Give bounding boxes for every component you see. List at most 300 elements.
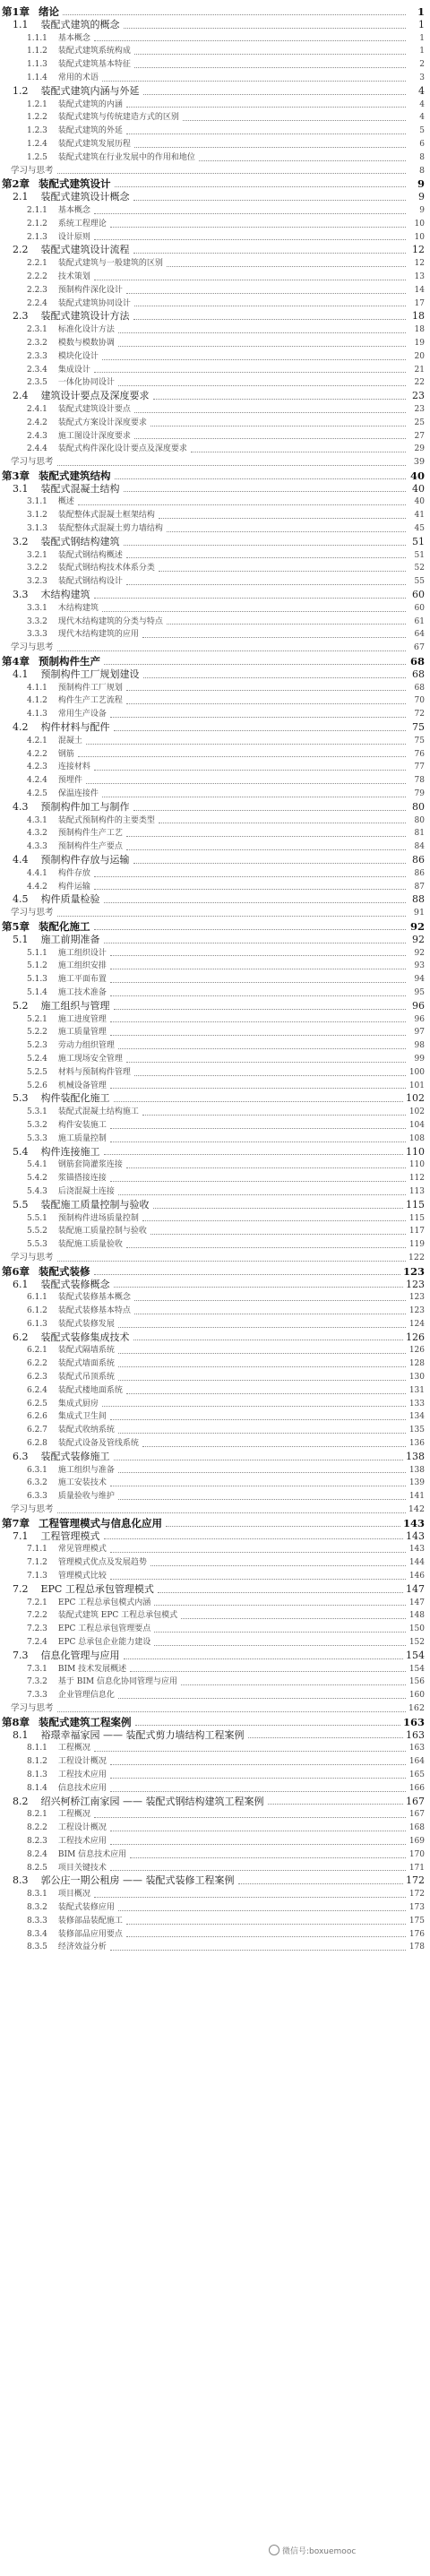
toc-entry-title: 项目关键技术 [57,1863,107,1873]
toc-entry-title: EPC 工程总承包管理模式 [40,1582,154,1595]
toc-page-number: 9 [419,205,425,215]
toc-sub-row[interactable] [0,1609,430,1623]
toc-page-number: 4 [419,99,425,109]
toc-entry-number: 8.3 [13,1874,29,1887]
toc-sub-row[interactable] [0,284,430,297]
toc-sub-row[interactable] [0,735,430,748]
toc-chapter-row[interactable] [0,1517,430,1530]
toc-section-row[interactable] [0,191,430,204]
toc-entry-number: 3.1.1 [27,497,47,507]
toc-sub-row[interactable] [0,1344,430,1357]
toc-sub-row[interactable] [0,1543,430,1556]
toc-entry-number: 7.2.3 [27,1624,47,1634]
dot-leader [167,624,406,625]
toc-sub-row[interactable] [0,111,430,125]
toc-section-row[interactable] [0,934,430,947]
toc-entry-title: 装配式建筑的概念 [40,18,120,30]
toc-entry-title: 装配式建筑的内涵 [57,99,123,109]
dot-leader [118,1048,406,1049]
toc-entry-number: 2.4.2 [27,418,47,427]
toc-entry-title: 郭公庄一期公租房 —— 装配式装修工程案例 [40,1874,235,1887]
toc-entry-title: 裕璟幸福家园 —— 装配式剪力墙结构工程案例 [40,1728,245,1741]
dot-leader [118,385,406,386]
toc-sub-row[interactable] [0,562,430,575]
toc-sub-row[interactable] [0,1862,430,1875]
toc-sub-row[interactable] [0,1755,430,1769]
toc-sub-row[interactable] [0,774,430,788]
toc-sub-row[interactable] [0,1597,430,1610]
toc-section-row[interactable] [0,1874,430,1888]
toc-sub-row[interactable] [0,1570,430,1583]
toc-sub-row[interactable] [0,1357,430,1371]
toc-page-number: 6 [419,139,425,149]
toc-sub-row[interactable] [0,364,430,377]
dot-leader [94,889,406,890]
dot-leader [126,1167,406,1168]
toc-page-number: 2 [419,60,425,70]
toc-sub-row[interactable] [0,761,430,774]
toc-sub-row[interactable] [0,1464,430,1478]
toc-entry-number: 6.2 [13,1331,29,1343]
toc-sub-row[interactable] [0,323,430,337]
toc-page-number: 99 [414,1054,425,1064]
toc-page-number: 138 [408,1465,425,1475]
toc-entry-title: 施工质量管理 [57,1028,107,1038]
toc-page-number: 122 [408,1252,425,1262]
toc-sub-row[interactable] [0,1782,430,1796]
toc-entry-title: 常用生产设备 [57,710,107,719]
toc-entry-title: 构件质量检验 [40,893,100,906]
toc-sub-row[interactable] [0,1318,430,1331]
toc-section-row[interactable] [0,244,430,257]
toc-sub-row[interactable] [0,748,430,762]
toc-page-number: 95 [414,987,425,997]
toc-entry-number: 4.4.2 [27,882,47,892]
toc-chapter-row[interactable] [0,655,430,668]
toc-section-row[interactable] [0,854,430,867]
toc-review-row[interactable] [0,907,430,920]
toc-sub-row[interactable] [0,271,430,284]
dot-leader [159,571,406,572]
toc-entry-number: 4.2.3 [27,762,47,772]
toc-page-number: 167 [406,1795,425,1807]
toc-page-number: 169 [408,1836,425,1846]
toc-section-row[interactable] [0,1530,430,1544]
toc-page-number: 138 [406,1450,425,1462]
toc-sub-row[interactable] [0,1822,430,1835]
toc-section-row[interactable] [0,1331,430,1345]
toc-sub-row[interactable] [0,1039,430,1053]
toc-sub-row[interactable] [0,1410,430,1424]
toc-sub-row[interactable] [0,1769,430,1782]
toc-entry-title: 预制构件存放与运输 [40,854,130,866]
toc-section-row[interactable] [0,1146,430,1159]
toc-sub-row[interactable] [0,1133,430,1146]
toc-sub-row[interactable] [0,1835,430,1848]
toc-entry-number: 5.4.2 [27,1174,47,1184]
toc-sub-row[interactable] [0,495,430,509]
toc-sub-row[interactable] [0,1371,430,1384]
toc-entry-number: 2.3.3 [27,351,47,361]
dot-leader [110,955,406,956]
toc-page-number: 104 [408,1120,425,1130]
toc-sub-row[interactable] [0,1848,430,1862]
toc-entry-number: 8.3.3 [27,1916,47,1926]
toc-sub-row[interactable] [0,1159,430,1172]
toc-entry-number: 第8章 [2,1715,30,1728]
toc-page-number: 17 [414,298,425,308]
toc-page-number: 60 [414,603,425,613]
toc-sub-row[interactable] [0,1928,430,1942]
toc-sub-row[interactable] [0,1384,430,1398]
toc-section-row[interactable] [0,483,430,496]
toc-sub-row[interactable] [0,350,430,364]
watermark-text: 微信号:boxuemooc [282,2547,357,2556]
toc-entry-number: 3.2.1 [27,550,47,560]
toc-sub-row[interactable] [0,32,430,46]
toc-review-row[interactable] [0,1702,430,1716]
toc-sub-row[interactable] [0,297,430,311]
toc-sub-row[interactable] [0,881,430,894]
toc-section-row[interactable] [0,721,430,735]
toc-section-row[interactable] [0,801,430,814]
toc-page-number: 143 [406,1529,425,1542]
dot-leader [133,319,407,320]
toc-section-row[interactable] [0,893,430,907]
toc-sub-row[interactable] [0,430,430,444]
toc-section-row[interactable] [0,390,430,403]
toc-sub-row[interactable] [0,840,430,854]
toc-sub-row[interactable] [0,1212,430,1226]
toc-section-row[interactable] [0,1000,430,1013]
toc-entry-title: 施工组织设计 [57,948,107,958]
toc-entry-title: 构件运输 [57,882,90,892]
toc-entry-number: 1.2.1 [27,99,47,109]
toc-entry-title: 技术策划 [57,271,90,281]
toc-chapter-row[interactable] [0,920,430,934]
toc-sub-row[interactable] [0,1291,430,1305]
toc-entry-title: 构件连接施工 [40,1145,100,1158]
toc-page-number: 102 [408,1107,425,1117]
toc-review-row[interactable] [0,165,430,178]
toc-sub-row[interactable] [0,827,430,840]
toc-entry-title: 装配式隔墙系统 [57,1346,115,1356]
toc-page-number: 91 [413,908,425,918]
dot-leader [115,478,406,479]
dot-leader [134,412,406,413]
toc-sub-row[interactable] [0,1477,430,1490]
toc-sub-row[interactable] [0,1026,430,1039]
toc-section-row[interactable] [0,1583,430,1597]
toc-sub-row[interactable] [0,1106,430,1119]
toc-sub-row[interactable] [0,575,430,589]
toc-entry-title: 木结构建筑 [57,603,99,613]
toc-entry-title: 装配式设备及管线系统 [57,1439,139,1449]
toc-review-row[interactable] [0,456,430,470]
toc-entry-number: 4.2 [13,721,29,734]
dot-leader [110,1764,406,1765]
toc-entry-title: 装修部品装配施工 [57,1916,123,1926]
toc-review-row[interactable] [0,1252,430,1265]
toc-page-number: 172 [408,1890,425,1900]
toc-entry-title: 施工图设计深度要求 [57,431,131,441]
toc-entry-title: 装配式建筑设计概念 [40,191,130,203]
dot-leader [114,1287,404,1288]
dot-leader [126,1924,406,1925]
dot-leader [126,690,406,691]
toc-sub-row[interactable] [0,204,430,218]
toc-page-number: 93 [414,961,425,971]
toc-section-row[interactable] [0,19,430,32]
dot-leader [104,1538,404,1539]
toc-sub-row[interactable] [0,1915,430,1928]
toc-sub-row[interactable] [0,125,430,138]
toc-sub-row[interactable] [0,99,430,112]
toc-entry-number: 7.1.1 [27,1545,47,1555]
toc-sub-row[interactable] [0,45,430,58]
toc-sub-row[interactable] [0,867,430,881]
dot-leader [115,186,406,187]
toc-sub-row[interactable] [0,72,430,85]
toc-sub-row[interactable] [0,628,430,642]
toc-entry-title: 管理模式优点及发展趋势 [57,1558,147,1568]
toc-section-row[interactable] [0,1279,430,1292]
toc-chapter-row[interactable] [0,5,430,19]
toc-entry-title: 学习与思考 [11,457,54,468]
dot-leader [154,1632,406,1633]
toc-section-row[interactable] [0,85,430,99]
toc-entry-number: 5.2.3 [27,1041,47,1051]
toc-entry-number: 5.2.2 [27,1028,47,1038]
toc-page-number: 9 [417,177,425,191]
toc-sub-row[interactable] [0,443,430,456]
toc-section-row[interactable] [0,536,430,549]
toc-sub-row[interactable] [0,231,430,245]
toc-review-row[interactable] [0,642,430,655]
toc-sub-row[interactable] [0,218,430,231]
toc-entry-title: 装配整体式混凝土框架结构 [57,511,155,521]
toc-page-number: 143 [408,1545,425,1555]
toc-entry-number: 8.1.1 [27,1744,47,1753]
toc-section-row[interactable] [0,1451,430,1464]
toc-sub-row[interactable] [0,1663,430,1676]
toc-sub-row[interactable] [0,947,430,961]
toc-entry-title: 工程技术应用 [57,1836,107,1846]
toc-sub-row[interactable] [0,417,430,430]
toc-page-number: 1 [419,33,425,43]
toc-sub-row[interactable] [0,549,430,563]
dot-leader [104,1154,404,1155]
toc-entry-number: 3.2 [13,535,29,547]
toc-entry-title: 装配整体式混凝土剪力墙结构 [57,524,163,534]
toc-sub-row[interactable] [0,708,430,721]
toc-entry-number: 7.2.2 [27,1611,47,1621]
toc-sub-row[interactable] [0,1225,430,1238]
toc-sub-row[interactable] [0,1888,430,1901]
toc-sub-row[interactable] [0,1490,430,1503]
toc-sub-row[interactable] [0,1808,430,1822]
toc-sub-row[interactable] [0,973,430,986]
toc-sub-row[interactable] [0,602,430,616]
toc-entry-number: 6.3.1 [27,1465,47,1475]
toc-page-number: 20 [414,351,425,361]
toc-entry-number: 2.2.3 [27,285,47,295]
toc-page-number: 81 [414,829,425,839]
toc-entry-number: 3.2.2 [27,564,47,573]
dot-leader [78,756,406,757]
toc-sub-row[interactable] [0,1901,430,1915]
toc-page-number: 146 [408,1572,425,1581]
dot-leader [134,67,406,68]
toc-sub-row[interactable] [0,616,430,629]
toc-review-row[interactable] [0,1503,430,1517]
toc-section-row[interactable] [0,668,430,682]
toc-sub-row[interactable] [0,151,430,165]
watermark [269,2545,356,2556]
toc-entry-title: 装配式建筑在行业发展中的作用和地位 [57,152,195,162]
toc-entry-title: 标准化设计方法 [57,325,115,335]
toc-page-number: 101 [408,1081,425,1090]
toc-sub-row[interactable] [0,1437,430,1451]
toc-page-number: 100 [408,1067,425,1077]
toc-entry-number: 6.2.2 [27,1359,47,1369]
toc-entry-number: 4.2.4 [27,776,47,786]
toc-sub-row[interactable] [0,814,430,828]
toc-sub-row[interactable] [0,1424,430,1437]
toc-entry-title: 混凝土 [57,736,82,745]
dot-leader [158,1592,403,1593]
toc-sub-row[interactable] [0,1013,430,1027]
toc-sub-row[interactable] [0,522,430,536]
toc-page-number: 136 [408,1439,425,1449]
toc-chapter-row[interactable] [0,1265,430,1279]
toc-sub-row[interactable] [0,58,430,72]
dot-leader [150,1565,406,1566]
toc-entry-title: 钢筋套筒灌浆连接 [57,1160,123,1170]
toc-sub-row[interactable] [0,1238,430,1252]
toc-entry-number: 2.1.2 [27,219,47,228]
toc-entry-title: 预制构件进场质量控制 [57,1213,139,1223]
dot-leader [133,863,407,864]
toc-sub-row[interactable] [0,788,430,801]
toc-sub-row[interactable] [0,1185,430,1199]
toc-section-row[interactable] [0,589,430,602]
toc-sub-row[interactable] [0,376,430,390]
toc-sub-row[interactable] [0,1080,430,1093]
toc-entry-title: EPC 总承包企业能力建设 [57,1638,151,1648]
toc-page-number: 86 [414,868,425,878]
toc-entry-number: 4.4.1 [27,868,47,878]
toc-page-number: 165 [408,1770,425,1779]
toc-page-number: 40 [409,469,425,482]
toc-section-row[interactable] [0,310,430,323]
toc-sub-row[interactable] [0,403,430,417]
toc-sub-row[interactable] [0,1398,430,1411]
toc-entry-title: 装配式建筑设计方法 [40,310,130,323]
toc-sub-row[interactable] [0,1556,430,1570]
toc-entry-title: BIM 技术发展概述 [57,1664,127,1674]
toc-entry-number: 5.3.3 [27,1133,47,1143]
toc-section-row[interactable] [0,1199,430,1212]
dot-leader [57,1711,406,1712]
dot-leader [110,1088,406,1089]
dot-leader [94,929,406,930]
toc-page-number: 115 [408,1213,425,1223]
toc-entry-number: 1.2.2 [27,113,47,123]
toc-entry-title: 装配式混凝土结构 [40,482,120,495]
toc-entry-number: 第6章 [2,1264,30,1278]
toc-entry-number: 1.1.3 [27,60,47,70]
toc-entry-title: 预制构件生产 [39,655,101,668]
toc-page-number: 144 [408,1558,425,1568]
toc-sub-row[interactable] [0,694,430,708]
toc-chapter-row[interactable] [0,1716,430,1729]
toc-sub-row[interactable] [0,986,430,1000]
toc-sub-row[interactable] [0,1636,430,1650]
toc-sub-row[interactable] [0,682,430,695]
toc-page-number: 135 [408,1426,425,1435]
toc-entry-number: 4.2.1 [27,736,47,745]
toc-entry-number: 8.3.1 [27,1890,47,1900]
toc-sub-row[interactable] [0,1066,430,1080]
toc-entry-number: 7.1.3 [27,1572,47,1581]
toc-entry-number: 7.2.4 [27,1638,47,1648]
dot-leader [110,1870,406,1871]
toc-sub-row[interactable] [0,1623,430,1636]
toc-section-row[interactable] [0,1729,430,1743]
toc-page-number: 12 [412,244,425,256]
toc-sub-row[interactable] [0,509,430,522]
toc-sub-row[interactable] [0,960,430,973]
toc-sub-row[interactable] [0,1941,430,1954]
toc-section-row[interactable] [0,1796,430,1809]
toc-entry-title: 钢筋 [57,749,74,759]
toc-sub-row[interactable] [0,257,430,271]
toc-sub-row[interactable] [0,1676,430,1689]
toc-sub-row[interactable] [0,1119,430,1133]
toc-page-number: 10 [414,232,425,242]
toc-entry-title: 基本概念 [57,33,90,43]
toc-chapter-row[interactable] [0,177,430,191]
toc-entry-title: 施工质量控制 [57,1133,107,1143]
toc-sub-row[interactable] [0,337,430,350]
toc-section-row[interactable] [0,1092,430,1106]
toc-chapter-row[interactable] [0,470,430,483]
toc-sub-row[interactable] [0,1172,430,1185]
toc-entry-number: 4.1 [13,668,29,680]
dot-leader [126,107,406,108]
dot-leader [102,359,406,360]
toc-section-row[interactable] [0,1650,430,1663]
toc-entry-title: 预制构件工厂规划 [57,683,123,693]
toc-entry-number: 2.1.3 [27,232,47,242]
toc-entry-title: 装配式建筑系统构成 [57,47,131,56]
toc-entry-title: 装配式装修 [39,1264,90,1278]
toc-entry-title: 装配式装修应用 [57,1902,115,1912]
dot-leader [150,1234,406,1235]
toc-entry-number: 5.5 [13,1198,29,1210]
toc-entry-number: 6.2.4 [27,1385,47,1395]
toc-sub-row[interactable] [0,1053,430,1066]
toc-sub-row[interactable] [0,138,430,151]
toc-entry-title: 现代木结构建筑的应用 [57,630,139,640]
toc-entry-title: 基于 BIM 信息化协同管理与应用 [57,1677,178,1687]
toc-sub-row[interactable] [0,1305,430,1318]
toc-entry-number: 7.3.3 [27,1691,47,1701]
toc-sub-row[interactable] [0,1689,430,1702]
toc-sub-row[interactable] [0,1742,430,1755]
toc-page-number: 175 [408,1916,425,1926]
